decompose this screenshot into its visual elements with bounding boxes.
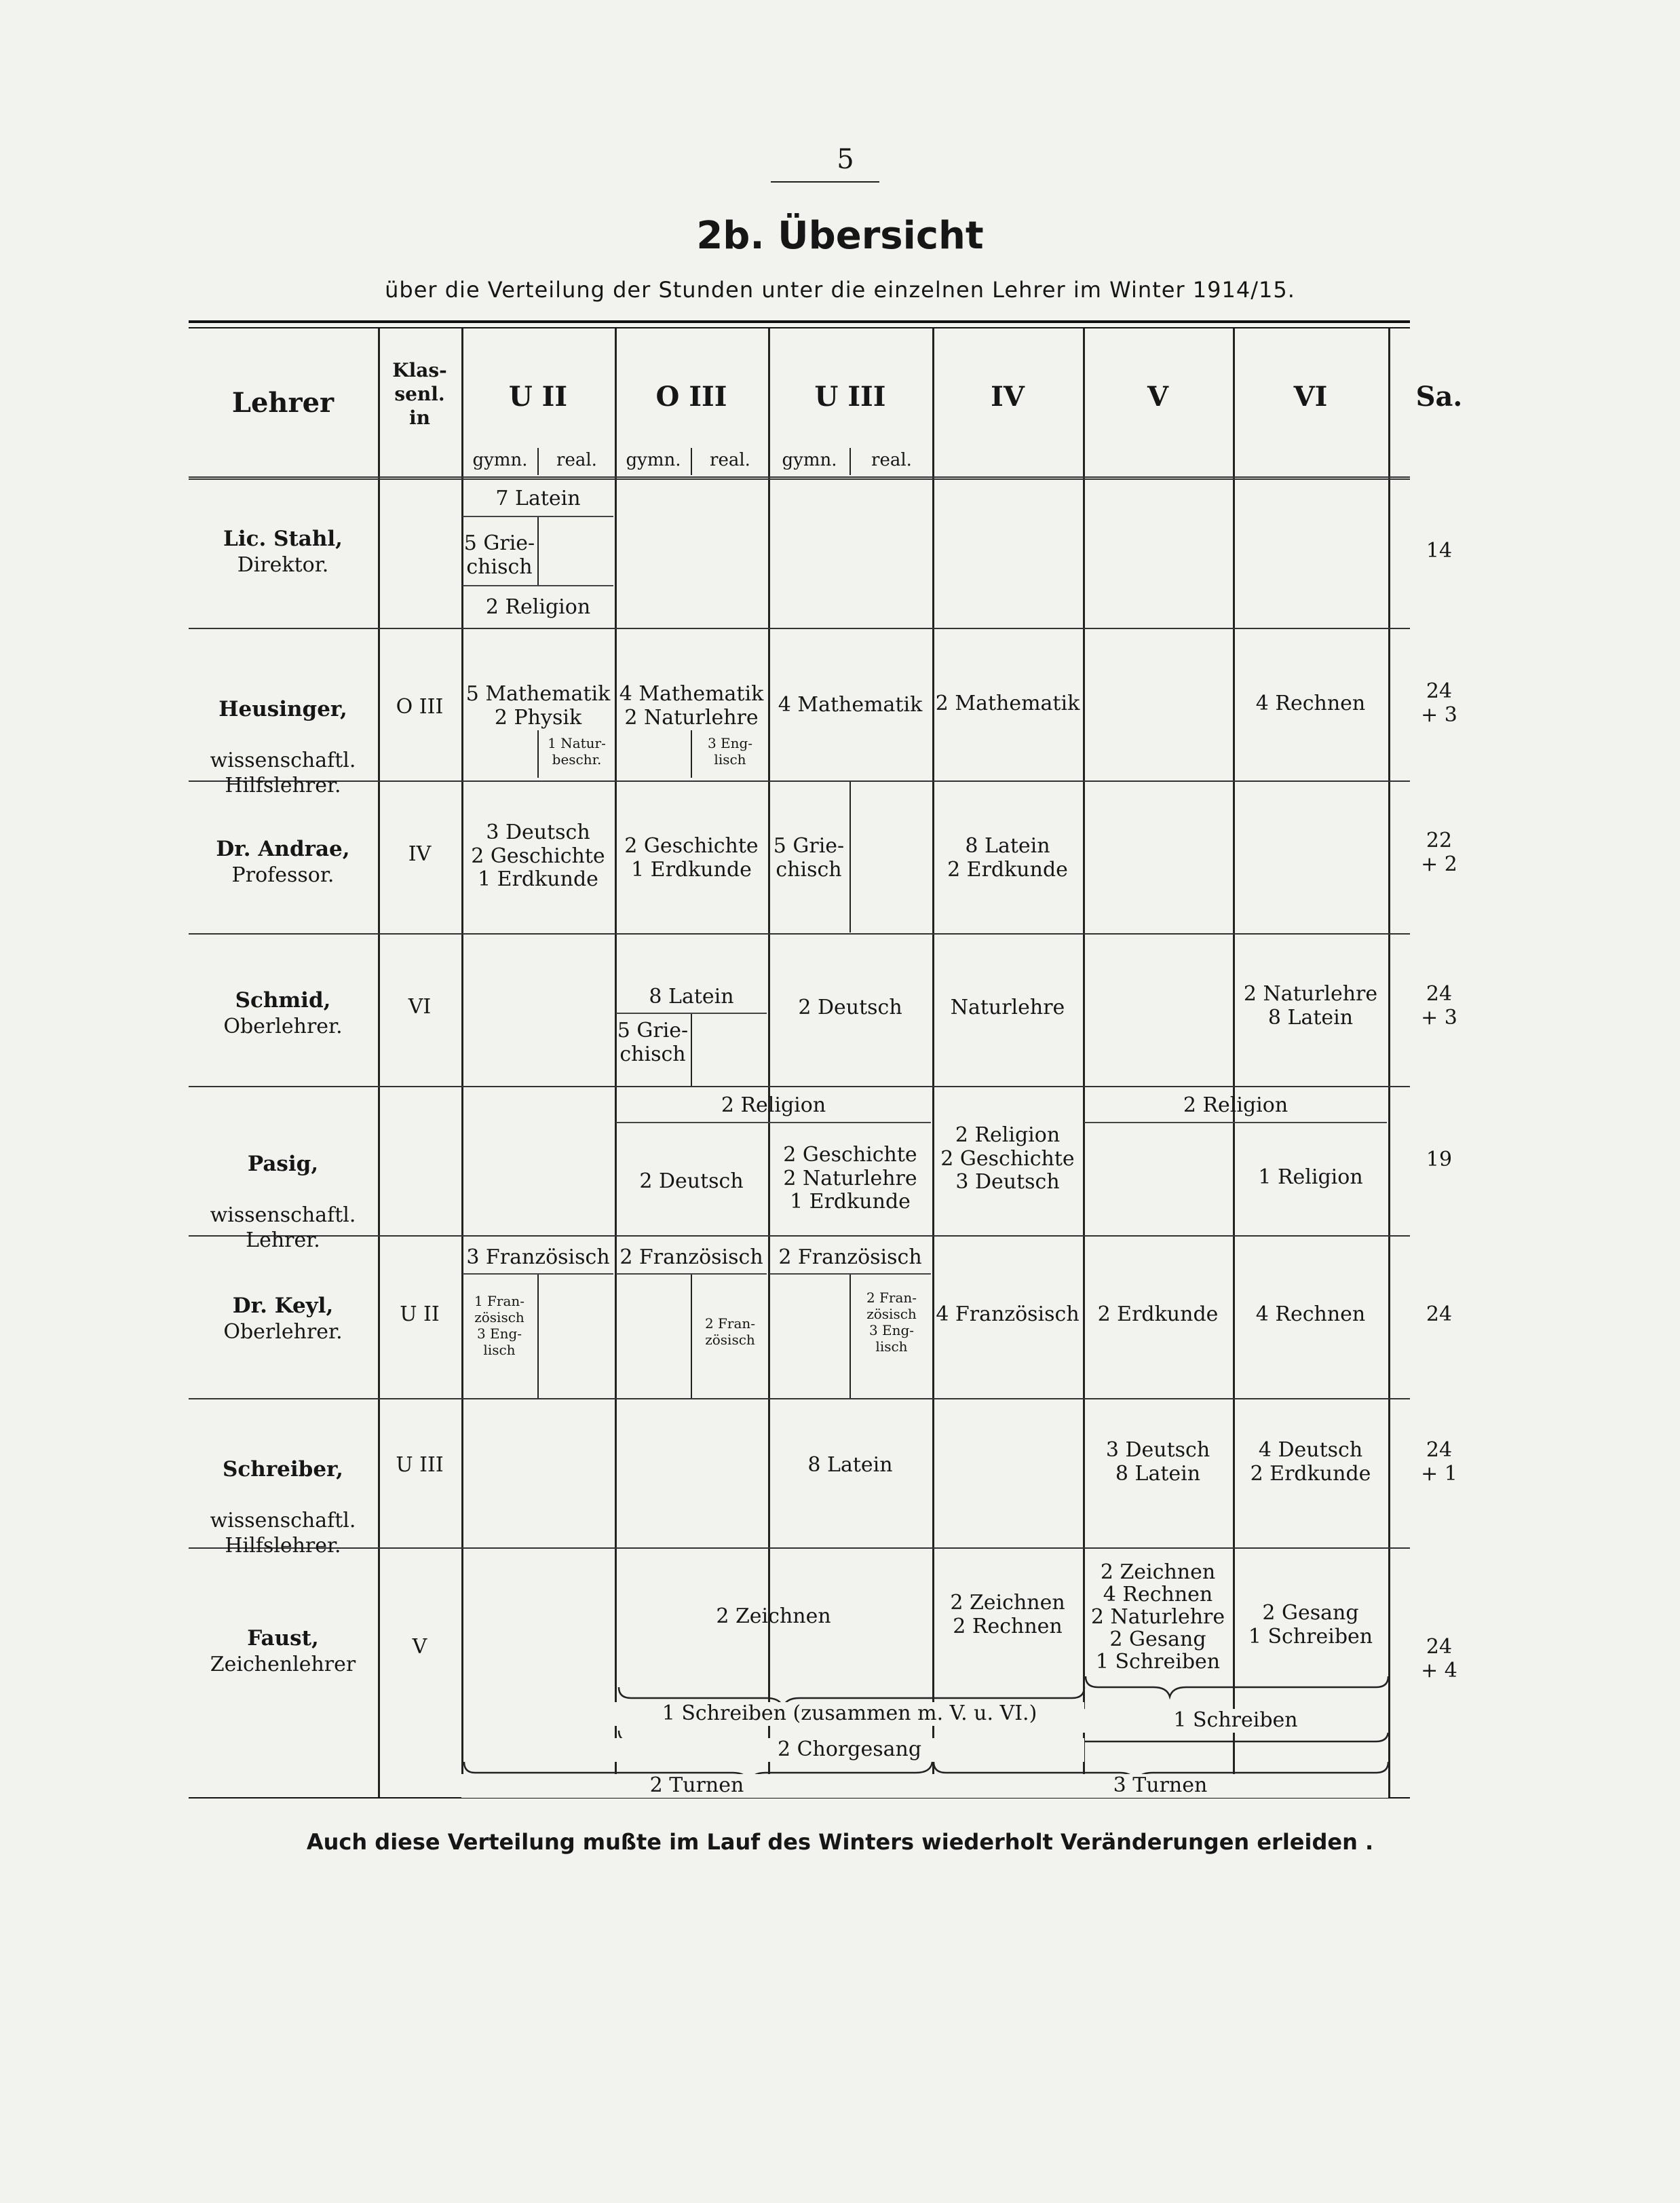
teacher-name: Pasig,: [247, 1151, 319, 1176]
entry-oiii-real: 2 Fran- zösisch: [704, 1315, 756, 1348]
teacher-title: Oberlehrer.: [223, 1014, 343, 1038]
page-subtitle: über die Verteilung der Stunden unter die einzelnen Lehrer im Winter 1914/15.: [385, 277, 1295, 303]
entry-iv: 2 Religion 2 Geschichte 3 Deutsch: [940, 1123, 1075, 1194]
entry-turnen-2: 2 Turnen: [461, 1774, 932, 1798]
teacher-title: Oberlehrer.: [223, 1319, 343, 1344]
entry-uiii-franz: 2 Französisch: [778, 1245, 922, 1269]
teacher-title: wissenschaftl. Hilfslehrer.: [210, 748, 356, 798]
sum-keyl: 24: [1426, 1302, 1453, 1326]
teacher-name: Dr. Andrae,: [216, 837, 350, 861]
footer-note: Auch diese Verteilung mußte im Lauf des Winters wiederholt Veränderungen erleiden .: [306, 1829, 1374, 1855]
header-uii-real: real.: [556, 450, 597, 470]
header-summe: Sa.: [1415, 381, 1463, 413]
entry-oiii-griechisch: 5 Grie- chisch: [617, 1019, 689, 1066]
entry-iv: 2 Zeichnen 2 Rechnen: [950, 1591, 1065, 1638]
entry-schreiben-zusammen: 1 Schreiben (zusammen m. V. u. VI.): [615, 1702, 1084, 1726]
entry-vi: 2 Gesang 1 Schreiben: [1248, 1601, 1373, 1649]
entry-vi: 4 Rechnen: [1255, 1302, 1366, 1326]
teacher-title: Zeichenlehrer: [210, 1652, 356, 1676]
entry-oiii: 2 Deutsch: [639, 1169, 744, 1193]
header-vi: VI: [1293, 381, 1328, 413]
entry-uiii: 2 Deutsch: [798, 996, 902, 1019]
header-lehrer: Lehrer: [231, 387, 335, 419]
header-klassenlehrer: Klas- senl. in: [392, 359, 447, 429]
sum-heusinger: 24 + 3: [1421, 679, 1457, 727]
teacher-title: Professor.: [231, 863, 335, 887]
klassenlehrer-heusinger: O III: [396, 695, 444, 719]
entry-uiii: 4 Mathematik: [778, 693, 923, 717]
entry-religion-span2: 2 Religion: [1183, 1093, 1288, 1117]
entry-oiii-real: 3 Eng- lisch: [707, 735, 753, 768]
header-uiii-real: real.: [871, 450, 912, 470]
sum-andrae: 22 + 2: [1421, 829, 1457, 876]
entry-schreiben: 1 Schreiben: [1083, 1709, 1388, 1733]
teacher-name: Schmid,: [235, 988, 331, 1013]
entry-uii-religion: 2 Religion: [485, 595, 591, 619]
entry-uiii: 8 Latein: [807, 1453, 893, 1477]
teacher-name: Dr. Keyl,: [232, 1294, 334, 1318]
klassenlehrer-schreiber: U III: [396, 1453, 444, 1477]
header-uiii: U III: [814, 381, 886, 413]
klassenlehrer-keyl: U II: [400, 1302, 440, 1326]
entry-chorgesang: 2 Chorgesang: [615, 1738, 1084, 1762]
entry-religion-span: 2 Religion: [721, 1093, 826, 1117]
sum-pasig: 19: [1426, 1148, 1453, 1171]
header-uii-gymn: gymn.: [472, 450, 528, 470]
teacher-name: Lic. Stahl,: [223, 527, 343, 551]
entry-uiii-real: 2 Fran- zösisch 3 Eng- lisch: [866, 1289, 917, 1355]
entry-uii: 3 Deutsch 2 Geschichte 1 Erdkunde: [471, 821, 605, 891]
entry-uii: 5 Mathematik 2 Physik: [465, 682, 611, 730]
header-uiii-gymn: gymn.: [782, 450, 837, 470]
entry-vi: 4 Rechnen: [1255, 692, 1366, 715]
header-oiii: O III: [655, 381, 727, 413]
entry-vi: 4 Deutsch 2 Erdkunde: [1250, 1438, 1371, 1486]
klassenlehrer-schmid: VI: [408, 995, 432, 1019]
entry-uii-gymn: 1 Fran- zösisch 3 Eng- lisch: [474, 1293, 525, 1358]
entry-turnen-3: 3 Turnen: [932, 1774, 1388, 1798]
teacher-name: Faust,: [247, 1626, 319, 1651]
header-uii: U II: [508, 381, 568, 413]
entry-iv: 8 Latein 2 Erdkunde: [947, 834, 1068, 882]
header-oiii-gymn: gymn.: [626, 450, 681, 470]
entry-vi: 1 Religion: [1258, 1165, 1363, 1189]
entry-uiii-griechisch: 5 Grie- chisch: [773, 834, 845, 882]
entry-iv: 4 Französisch: [936, 1302, 1080, 1326]
entry-uii-latein: 7 Latein: [495, 487, 581, 510]
entry-uii-franz: 3 Französisch: [466, 1245, 610, 1269]
entry-uii-real: 1 Natur- beschr.: [548, 735, 606, 768]
entry-oiii: 4 Mathematik 2 Naturlehre: [619, 682, 764, 730]
entry-zeichnen-span: 2 Zeichnen: [716, 1604, 831, 1628]
entry-vi: 2 Naturlehre 8 Latein: [1243, 982, 1378, 1030]
sum-schmid: 24 + 3: [1421, 982, 1457, 1030]
teacher-name: Schreiber,: [223, 1456, 343, 1482]
sum-schreiber: 24 + 1: [1421, 1438, 1457, 1486]
sum-stahl: 14: [1426, 539, 1453, 563]
entry-v: 2 Zeichnen 4 Rechnen 2 Naturlehre 2 Gesang 1 Schreiben: [1090, 1560, 1225, 1674]
klassenlehrer-andrae: IV: [408, 842, 432, 866]
header-v: V: [1147, 381, 1169, 413]
teacher-name: Heusinger,: [218, 696, 347, 721]
entry-oiii-latein: 8 Latein: [649, 985, 734, 1009]
entry-iv: Naturlehre: [950, 996, 1065, 1019]
teacher-title: Direktor.: [237, 552, 329, 577]
entry-v: 2 Erdkunde: [1097, 1302, 1219, 1326]
header-iv: IV: [991, 381, 1025, 413]
entry-uiii: 2 Geschichte 2 Naturlehre 1 Erdkunde: [783, 1143, 917, 1213]
entry-oiii: 2 Geschichte 1 Erdkunde: [624, 834, 759, 882]
entry-oiii-franz: 2 Französisch: [619, 1245, 763, 1269]
page-number: 5: [837, 144, 854, 175]
entry-v: 3 Deutsch 8 Latein: [1105, 1438, 1210, 1486]
klassenlehrer-faust: V: [412, 1635, 427, 1659]
entry-iv: 2 Mathematik: [935, 692, 1080, 715]
teacher-title: wissenschaftl. Hilfslehrer.: [210, 1508, 356, 1558]
teacher-title: wissenschaftl. Lehrer.: [210, 1203, 356, 1253]
header-oiii-real: real.: [710, 450, 750, 470]
entry-uii-griechisch: 5 Grie- chisch: [463, 531, 535, 579]
page-title: 2b. Übersicht: [696, 214, 984, 258]
sum-faust: 24 + 4: [1421, 1635, 1457, 1682]
